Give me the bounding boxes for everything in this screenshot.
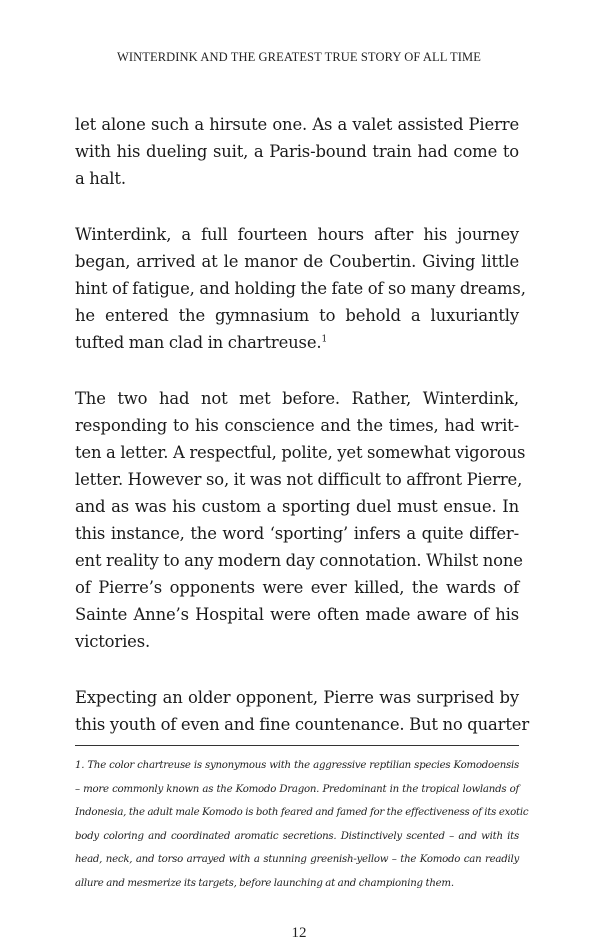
paragraph-4	[75, 684, 530, 738]
text-line: this instance, the word ‘sporting’ infers a quite differ-	[75, 524, 519, 543]
text-line: ent reality to any modern day connotation. Whilst none	[75, 551, 523, 570]
footnote-line: – more commonly known as the Komodo Dragon. Predominant in the tropical lowlands of	[75, 783, 519, 795]
paragraph-1	[75, 111, 519, 192]
text-line: he entered the gymnasium to behold a luxuriantly	[75, 306, 519, 325]
text-line: of Pierre’s opponents were ever killed, the wards of	[75, 578, 519, 597]
text-line: responding to his conscience and the times, had writ-	[75, 416, 519, 435]
text-line: Sainte Anne’s Hospital were often made aware of his	[75, 605, 519, 624]
footnote-reference[interactable]: 1	[321, 334, 328, 345]
footnote-line: 1. The color chartreuse is synonymous with the aggressive reptilian species Komodoensis	[75, 760, 519, 771]
text-line: hint of fatigue, and holding the fate of so many dreams,	[75, 279, 526, 298]
text-line: began, arrived at le manor de Coubertin. Giving little	[75, 252, 519, 271]
footnote	[75, 754, 529, 895]
running-head: WINTERDINK AND THE GREATEST TRUE STORY OF ALL TIME	[116, 50, 482, 64]
text-line: let alone such a hirsute one. As a valet assisted Pierre	[75, 115, 519, 134]
text-line: The two had not met before. Rather, Winterdink,	[75, 389, 519, 408]
text-line: a halt.	[75, 169, 126, 188]
text-line: ten a letter. A respectful, polite, yet somewhat vigorous	[75, 443, 526, 462]
paragraph-2	[75, 221, 526, 356]
footnote-line: allure and mesmerize its targets, before launching at and championing them.	[75, 877, 454, 889]
text-line: with his dueling suit, a Paris-bound train had come to	[75, 142, 519, 161]
text-line: Winterdink, a full fourteen hours after his journey	[75, 225, 519, 244]
footnote-line: body coloring and coordinated aromatic secretions. Distinctively scented – and with its	[75, 830, 519, 842]
text-line: letter. However so, it was not difficult to affront Pierre,	[75, 470, 523, 489]
body-text	[75, 111, 530, 767]
text-line: this youth of even and fine countenance. But no quarter	[75, 715, 530, 734]
footnote-line: Indonesia, the adult male Komodo is both feared and famed for the effectiveness of its exotic	[75, 807, 529, 818]
text-line: victories.	[75, 632, 151, 651]
text-line: Expecting an older opponent, Pierre was surprised by	[75, 688, 519, 707]
page-number: 12	[291, 925, 307, 941]
footnote-divider	[75, 745, 519, 746]
text-line: tufted man clad in chartreuse.	[75, 333, 322, 352]
paragraph-3	[75, 385, 526, 655]
text-line-with-footnote	[75, 329, 519, 356]
text-line: and as was his custom a sporting duel must ensue. In	[75, 497, 519, 516]
footnote-line: head, neck, and torso arrayed with a stunning greenish-yellow – the Komodo can readily	[75, 854, 519, 865]
